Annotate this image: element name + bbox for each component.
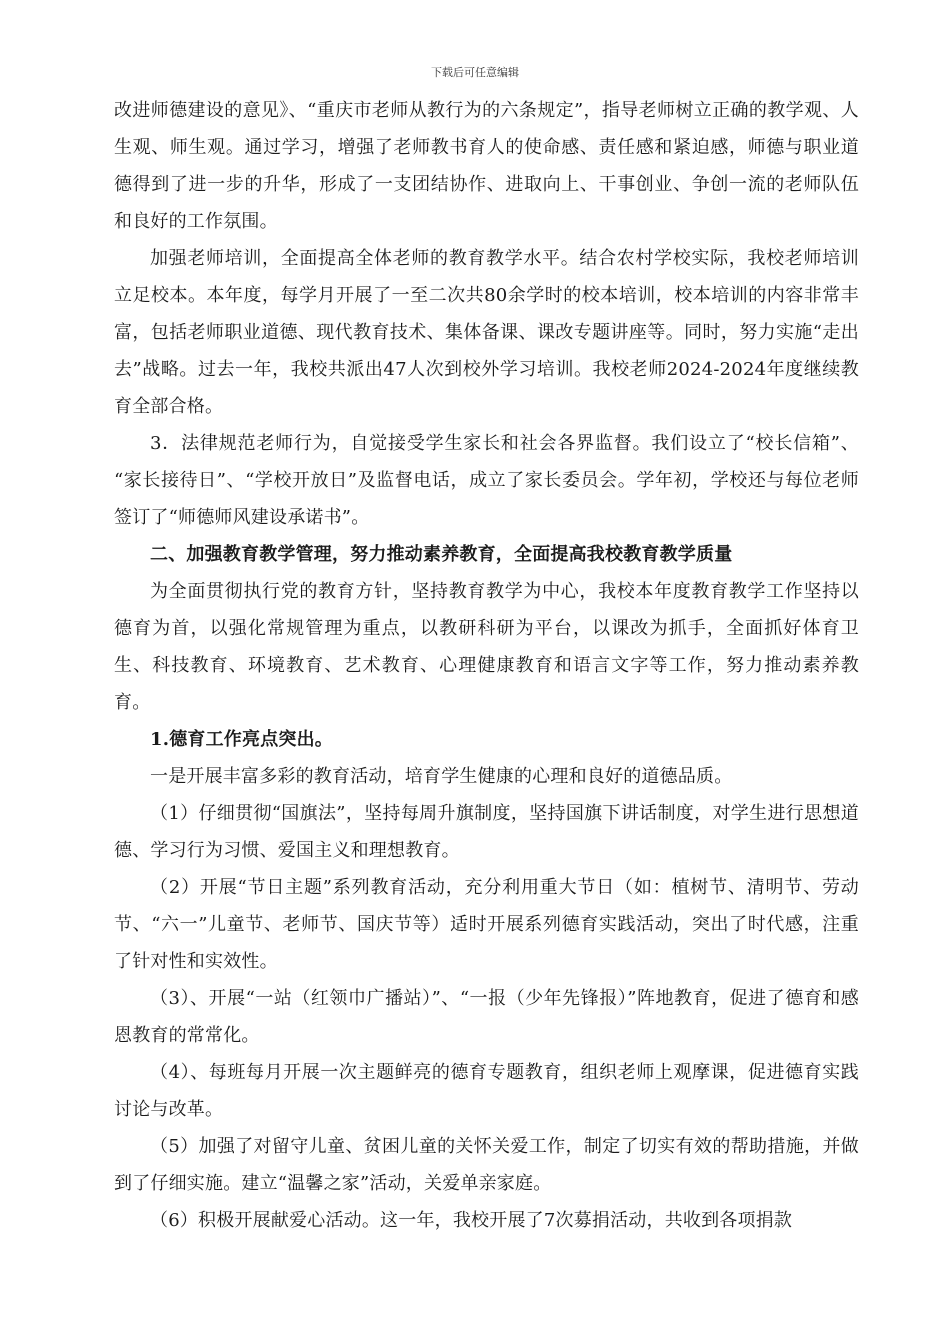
- section-heading: 二、加强教育教学管理，努力推动素养教育，全面提高我校教育教学质量: [150, 544, 733, 565]
- list-item: （1）仔细贯彻“国旗法”，坚持每周升旗制度，坚持国旗下讲话制度，对学生进行思想道德、学习行为习惯、爱国主义和理想教育。: [114, 803, 859, 861]
- list-item: （5）加强了对留守儿童、贫困儿童的关怀关爱工作，制定了切实有效的帮助措施，并做到了仔细实施。建立“温馨之家”活动，关爱单亲家庭。: [114, 1136, 859, 1194]
- subsection-heading: 1.德育工作亮点突出。: [150, 729, 333, 750]
- page-header: 下载后可任意编辑: [431, 66, 519, 79]
- list-item: （3）、开展“一站（红领巾广播站）”、“一报（少年先锋报）”阵地教育，促进了德育和感恩教育的常常化。: [114, 988, 859, 1046]
- paragraph: 3．法律规范老师行为，自觉接受学生家长和社会各界监督。我们设立了“校长信箱”、 “家长接待日”、“学校开放日”及监督电话，成立了家长委员会。学年初，学校还与每位老师签订了“师德师风建设承诺书”。: [114, 433, 859, 528]
- paragraph: 改进师德建设的意见》、“重庆市老师从教行为的六条规定”，指导老师树立正确的教学观、人生观、师生观。通过学习，增强了老师教书育人的使命感、责任感和紧迫感，师德与职业道德得到了进一步的升华，形成了一支团结协作、进取向上、干事创业、争创一流的老师队伍和良好的工作氛围。: [114, 100, 859, 232]
- list-item: （2）开展“节日主题”系列教育活动，充分利用重大节日（如：植树节、清明节、劳动节、“六一”儿童节、老师节、国庆节等）适时开展系列德育实践活动，突出了时代感，注重了针对性和实效性。: [114, 877, 859, 972]
- list-item: （6）积极开展献爱心活动。这一年，我校开展了7次募捐活动，共收到各项捐款: [150, 1210, 793, 1231]
- paragraph: 加强老师培训，全面提高全体老师的教育教学水平。结合农村学校实际，我校老师培训立足校本。本年度，每学月开展了一至二次共80余学时的校本培训，校本培训的内容非常丰富，包括老师职业道德、现代教育技术、集体备课、课改专题讲座等。同时，努力实施“走出去”战略。过去一年，我校共派出47人次到校外学习培训。我校老师2024-2024年度继续教育全部合格。: [114, 248, 859, 417]
- paragraph: 一是开展丰富多彩的教育活动，培育学生健康的心理和良好的道德品质。: [150, 766, 733, 787]
- paragraph: 为全面贯彻执行党的教育方针，坚持教育教学为中心，我校本年度教育教学工作坚持以德育为首，以强化常规管理为重点，以教研科研为平台，以课改为抓手，全面抓好体育卫生、科技教育、环境教育、艺术教育、心理健康教育和语言文字等工作，努力推动素养教育。: [114, 581, 859, 713]
- list-item: （4）、每班每月开展一次主题鲜亮的德育专题教育，组织老师上观摩课，促进德育实践讨论与改革。: [114, 1062, 859, 1120]
- document-body: [114, 92, 859, 1239]
